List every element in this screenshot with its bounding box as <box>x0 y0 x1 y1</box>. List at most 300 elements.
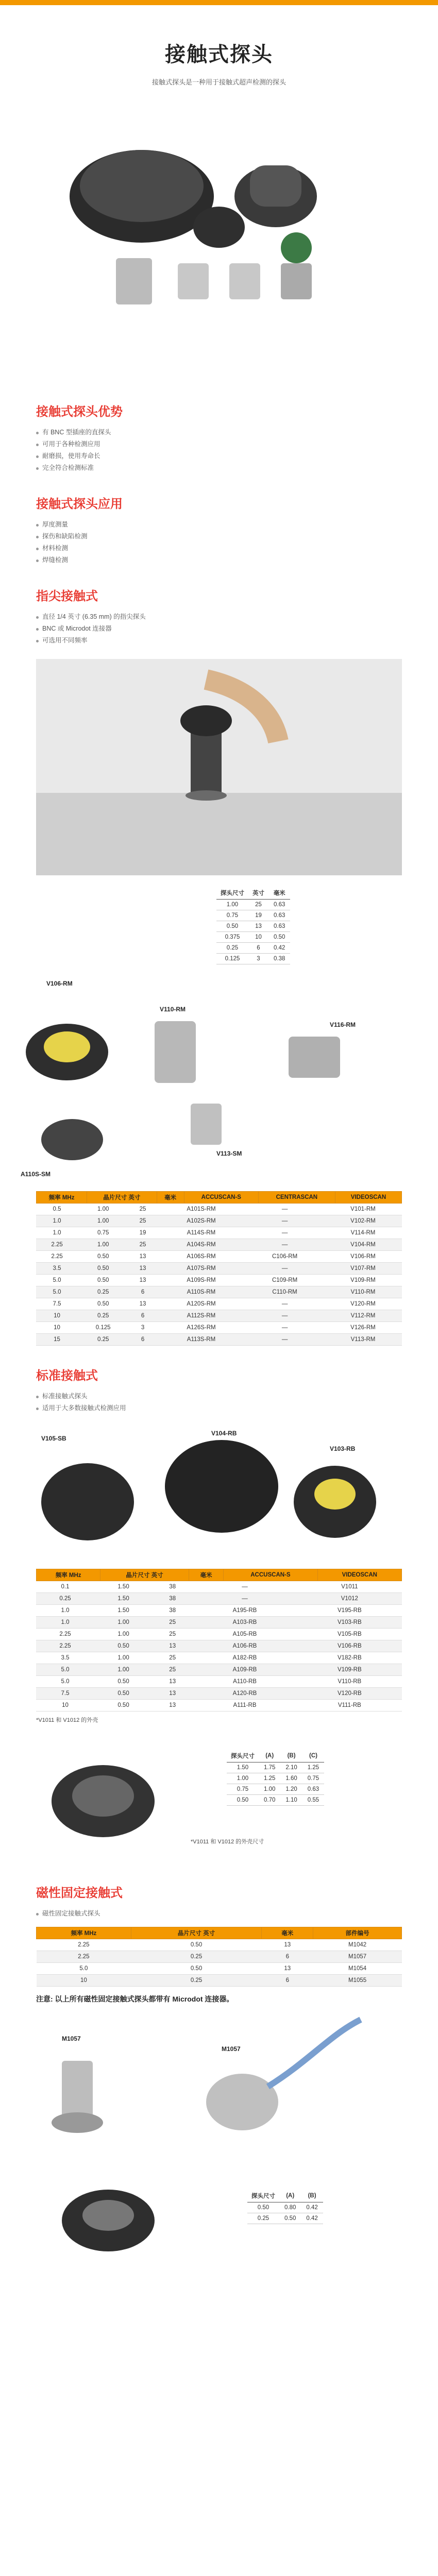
dims-note: *V1011 和 V1012 的外壳尺寸 <box>191 1839 264 1845</box>
table-cell: 1.00 <box>78 1204 128 1215</box>
table-cell: 0.42 <box>301 2202 323 2213</box>
table-row <box>36 1652 402 1664</box>
table-cell: 0.75 <box>227 1784 259 1795</box>
product-label: V106-RM <box>46 980 73 987</box>
table-row <box>216 932 290 943</box>
table-cell: 10 <box>248 932 268 943</box>
table-cell: 25 <box>153 1617 192 1629</box>
fingertip-spec-table <box>36 1191 402 1204</box>
product-label: V103-RB <box>330 1445 356 1452</box>
table-cell: 0.50 <box>227 1795 259 1806</box>
table-cell: A182-RB <box>192 1652 297 1664</box>
advantages-title: 接触式探头优势 <box>36 405 123 419</box>
table-header: (B) <box>301 2190 323 2202</box>
table-cell: 0.75 <box>302 1773 324 1784</box>
table-cell: 2.25 <box>36 1239 78 1251</box>
table-cell: 3 <box>248 954 268 964</box>
table-cell: 1.50 <box>94 1593 153 1605</box>
table-row <box>36 1322 402 1334</box>
hand-probe-photo <box>36 659 402 875</box>
table-row <box>247 2202 323 2213</box>
table-cell: M1042 <box>313 1939 402 1951</box>
table-cell: 13 <box>262 1939 313 1951</box>
table-cell: V109-RM <box>324 1275 402 1286</box>
table-cell: 25 <box>153 1629 192 1640</box>
table-cell: 13 <box>153 1676 192 1688</box>
standard-title: 标准接触式 <box>36 1369 98 1383</box>
product-label: V113-SM <box>216 1150 242 1157</box>
table-cell: 0.75 <box>78 1227 128 1239</box>
table-cell: 0.50 <box>78 1275 128 1286</box>
table-cell: — <box>245 1298 324 1310</box>
table-cell: 0.70 <box>259 1795 280 1806</box>
table-cell: 1.0 <box>36 1215 78 1227</box>
table-cell: 6 <box>128 1310 157 1322</box>
table-header: (C) <box>302 1750 324 1762</box>
table-cell: — <box>245 1215 324 1227</box>
table-row <box>37 1963 402 1975</box>
table-header: 毫米 <box>157 1192 184 1204</box>
table-row <box>37 1975 402 1987</box>
table-header: 频率 MHz <box>37 1927 131 1939</box>
fingertip-title: 指尖接触式 <box>36 589 98 603</box>
table-cell: 0.80 <box>279 2202 301 2213</box>
table-cell: 15 <box>36 1334 78 1346</box>
table-cell: 38 <box>153 1593 192 1605</box>
table-cell: V101-RM <box>324 1204 402 1215</box>
table-cell: 25 <box>128 1239 157 1251</box>
bullet-item: 可用于各种检测应用 <box>36 438 402 450</box>
table-cell: A112S-RM <box>157 1310 245 1322</box>
table-cell: 0.42 <box>301 2213 323 2224</box>
table-header: 晶片尺寸 英寸 <box>87 1192 157 1204</box>
table-cell: 0.25 <box>78 1286 128 1298</box>
magnetic-section <box>0 1883 438 1920</box>
table-row <box>36 1593 402 1605</box>
table-cell: 6 <box>262 1975 313 1987</box>
table-cell: A114S-RM <box>157 1227 245 1239</box>
table-row <box>36 1688 402 1700</box>
table-header: 晶片尺寸 英寸 <box>131 1927 262 1939</box>
table-header: (A) <box>259 1750 280 1762</box>
table-cell: A107S-RM <box>157 1263 245 1275</box>
table-cell: 0.42 <box>268 943 290 954</box>
table-cell: 1.10 <box>280 1795 302 1806</box>
table-cell: 0.5 <box>36 1204 78 1215</box>
table-header: 频率 MHz <box>37 1569 100 1581</box>
table-row <box>36 1251 402 1263</box>
table-row <box>36 1286 402 1298</box>
table-cell: 1.50 <box>94 1605 153 1617</box>
table-cell: 10 <box>36 1700 94 1711</box>
table-row <box>36 1664 402 1676</box>
table-cell: 2.25 <box>37 1951 131 1963</box>
table-row <box>216 900 290 910</box>
table-cell: 0.50 <box>131 1939 262 1951</box>
table-cell: A110S-RM <box>157 1286 245 1298</box>
table-cell: 1.00 <box>78 1239 128 1251</box>
table-cell: 0.25 <box>216 943 248 954</box>
standard-products <box>0 1425 438 1569</box>
dims-block <box>0 1739 438 1863</box>
table-cell: A109-RB <box>192 1664 297 1676</box>
table-cell: 13 <box>128 1275 157 1286</box>
table-cell: C109-RM <box>245 1275 324 1286</box>
bullet-item: 直径 1/4 英寸 (6.35 mm) 的指尖探头 <box>36 611 402 623</box>
table-cell: 13 <box>153 1640 192 1652</box>
table-cell: 1.00 <box>94 1652 153 1664</box>
magnetic-products <box>0 2014 438 2169</box>
table-cell: M1054 <box>313 1963 402 1975</box>
table-cell: 0.63 <box>268 910 290 921</box>
table-cell: 5.0 <box>36 1286 78 1298</box>
standard-section <box>0 1365 438 1414</box>
table-cell: A105-RB <box>192 1629 297 1640</box>
bullet-item: 适用于大多数接触式检测应用 <box>36 1402 402 1414</box>
table-cell: 0.50 <box>216 921 248 932</box>
table-cell: 1.00 <box>78 1215 128 1227</box>
table-cell: 13 <box>128 1298 157 1310</box>
table-cell: — <box>245 1204 324 1215</box>
product-label: V116-RM <box>330 1021 356 1028</box>
table-cell: 7.5 <box>36 1298 78 1310</box>
table-cell: V120-RM <box>324 1298 402 1310</box>
table-cell: 3.5 <box>36 1263 78 1275</box>
table-cell: 0.25 <box>36 1593 94 1605</box>
table-cell: 13 <box>248 921 268 932</box>
table-cell: 1.50 <box>227 1762 259 1773</box>
table-header: (A) <box>279 2190 301 2202</box>
bullet-item: 完全符合检测标准 <box>36 462 402 474</box>
intro-text: 接触式探头是一种用于接触式超声检测的探头 <box>151 78 286 86</box>
table-header: 探头尺寸 <box>247 2190 279 2202</box>
table-cell: — <box>245 1239 324 1251</box>
table-cell: 25 <box>128 1215 157 1227</box>
fingertip-products <box>0 975 438 1191</box>
table-row <box>247 2213 323 2224</box>
table-cell: 1.00 <box>216 900 248 910</box>
table-row <box>37 1951 402 1963</box>
table-cell: 3.5 <box>36 1652 94 1664</box>
table-cell: V112-RM <box>324 1310 402 1322</box>
advantages-section <box>0 401 438 474</box>
dims-table <box>227 1750 324 1806</box>
table-cell: V105-RB <box>297 1629 402 1640</box>
table-cell: 38 <box>153 1605 192 1617</box>
top-accent-bar <box>0 0 438 5</box>
table-cell: V182-RB <box>297 1652 402 1664</box>
table-cell: 0.25 <box>131 1975 262 1987</box>
table-cell: 38 <box>153 1581 192 1593</box>
table-cell: A106S-RM <box>157 1251 245 1263</box>
magnetic-table <box>36 1927 402 1987</box>
table-cell: 25 <box>128 1204 157 1215</box>
table-cell: A109S-RM <box>157 1275 245 1286</box>
table-cell: V126-RM <box>324 1322 402 1334</box>
table-row <box>216 921 290 932</box>
table-header: 频率 MHz <box>37 1192 87 1204</box>
table-cell: A101S-RM <box>157 1204 245 1215</box>
table-row <box>36 1640 402 1652</box>
table-cell: — <box>245 1334 324 1346</box>
table-header: VIDEOSCAN <box>335 1192 401 1204</box>
table-cell: A106-RB <box>192 1640 297 1652</box>
table-cell: 1.0 <box>36 1605 94 1617</box>
product-label: M1057 <box>222 2045 241 2053</box>
table-cell: 0.75 <box>216 910 248 921</box>
table-cell: 10 <box>37 1975 131 1987</box>
table-cell: V1011 <box>297 1581 402 1593</box>
table-cell: M1057 <box>313 1951 402 1963</box>
standard-spec-table <box>36 1569 402 1581</box>
table-cell: — <box>245 1227 324 1239</box>
table-cell: V106-RM <box>324 1251 402 1263</box>
table-cell: — <box>245 1322 324 1334</box>
magnetic-footer-note: 注意: 以上所有磁性固定接触式探头都带有 Microdot 连接器。 <box>36 1995 234 2003</box>
table-cell: 25 <box>153 1664 192 1676</box>
table-row <box>36 1334 402 1346</box>
table-row <box>36 1617 402 1629</box>
table-cell: V1012 <box>297 1593 402 1605</box>
table-cell: 1.00 <box>94 1629 153 1640</box>
table-header: (B) <box>280 1750 302 1762</box>
product-label: M1057 <box>62 2035 81 2042</box>
product-label: V104-RB <box>211 1430 237 1437</box>
table-row <box>36 1581 402 1593</box>
table-row <box>36 1275 402 1286</box>
table-cell: A110-RB <box>192 1676 297 1688</box>
table-row <box>36 1227 402 1239</box>
table-cell: 5.0 <box>37 1963 131 1975</box>
table-cell: V195-RB <box>297 1605 402 1617</box>
table-row <box>227 1773 324 1784</box>
table-cell: 0.63 <box>268 921 290 932</box>
table-header: 毫米 <box>262 1927 313 1939</box>
contact-size-table <box>216 887 290 964</box>
table-cell: 0.50 <box>78 1298 128 1310</box>
table-cell: 13 <box>128 1251 157 1263</box>
table-row <box>36 1204 402 1215</box>
bullet-item: 材料检测 <box>36 543 402 554</box>
table-header: 毫米 <box>189 1569 224 1581</box>
table-cell: 0.25 <box>78 1310 128 1322</box>
table-cell: 5.0 <box>36 1676 94 1688</box>
table-cell: 6 <box>128 1286 157 1298</box>
table-row <box>227 1795 324 1806</box>
table-cell: A104S-RM <box>157 1239 245 1251</box>
table-cell: V109-RB <box>297 1664 402 1676</box>
magnetic-size-block <box>0 2169 438 2282</box>
table-cell: V103-RB <box>297 1617 402 1629</box>
table-cell: 13 <box>153 1700 192 1711</box>
standard-note: *V1011 和 V1012 的外壳 <box>36 1717 98 1723</box>
table-cell: A113S-RM <box>157 1334 245 1346</box>
table-cell: 2.25 <box>36 1640 94 1652</box>
bullet-item: 有 BNC 型插座的直探头 <box>36 427 402 438</box>
table-cell: M1055 <box>313 1975 402 1987</box>
table-cell: 10 <box>36 1310 78 1322</box>
table-cell: 0.63 <box>268 900 290 910</box>
table-cell: 6 <box>248 943 268 954</box>
table-row <box>36 1298 402 1310</box>
table-cell: V113-RM <box>324 1334 402 1346</box>
table-cell: 0.375 <box>216 932 248 943</box>
table-cell: 1.50 <box>94 1581 153 1593</box>
bullet-item: BNC 或 Microdot 连接器 <box>36 623 402 635</box>
table-row <box>216 910 290 921</box>
table-cell: A120-RB <box>192 1688 297 1700</box>
table-cell: A103-RB <box>192 1617 297 1629</box>
table-row <box>36 1215 402 1227</box>
table-cell: 0.50 <box>78 1263 128 1275</box>
table-cell: 0.50 <box>94 1688 153 1700</box>
table-cell: A111-RB <box>192 1700 297 1711</box>
table-cell: V107-RM <box>324 1263 402 1275</box>
table-cell: 5.0 <box>36 1275 78 1286</box>
table-cell: V114-RM <box>324 1227 402 1239</box>
table-cell: 0.125 <box>216 954 248 964</box>
table-cell: A195-RB <box>192 1605 297 1617</box>
table-cell: 0.25 <box>131 1951 262 1963</box>
table-cell: 25 <box>153 1652 192 1664</box>
table-cell: 13 <box>128 1263 157 1275</box>
table-cell: 0.50 <box>94 1676 153 1688</box>
fingertip-spec-rows <box>36 1204 402 1346</box>
table-cell: 1.00 <box>259 1784 280 1795</box>
table-cell: — <box>245 1263 324 1275</box>
table-cell: 0.55 <box>302 1795 324 1806</box>
table-header: CENTRASCAN <box>258 1192 335 1204</box>
table-cell: 0.50 <box>94 1700 153 1711</box>
table-cell: V104-RM <box>324 1239 402 1251</box>
table-cell: 1.0 <box>36 1617 94 1629</box>
table-cell: 0.1 <box>36 1581 94 1593</box>
table-cell: — <box>245 1310 324 1322</box>
product-label: V105-SB <box>41 1435 66 1442</box>
table-cell: V110-RM <box>324 1286 402 1298</box>
product-label: A110S-SM <box>21 1171 51 1178</box>
table-cell: 0.50 <box>279 2213 301 2224</box>
bullet-item: 焊缝检测 <box>36 554 402 566</box>
table-cell: 1.0 <box>36 1227 78 1239</box>
hero-product-image <box>0 93 438 382</box>
table-cell: V110-RB <box>297 1676 402 1688</box>
table-cell: 0.50 <box>78 1251 128 1263</box>
table-cell: C106-RM <box>245 1251 324 1263</box>
table-header: ACCUSCAN-S <box>224 1569 317 1581</box>
table-cell: 6 <box>262 1951 313 1963</box>
table-cell: 1.75 <box>259 1762 280 1773</box>
table-row <box>36 1700 402 1711</box>
table-row <box>36 1263 402 1275</box>
table-row <box>36 1239 402 1251</box>
table-header: VIDEOSCAN <box>317 1569 401 1581</box>
table-cell: 1.00 <box>94 1617 153 1629</box>
table-header: 英寸 <box>248 887 268 900</box>
table-cell: 19 <box>128 1227 157 1239</box>
table-cell: — <box>192 1593 297 1605</box>
table-cell: 0.25 <box>247 2213 279 2224</box>
applications-title: 接触式探头应用 <box>36 497 123 511</box>
table-cell: 13 <box>262 1963 313 1975</box>
table-header: 部件编号 <box>313 1927 402 1939</box>
table-cell: 1.25 <box>302 1762 324 1773</box>
table-cell: C110-RM <box>245 1286 324 1298</box>
table-cell: — <box>192 1581 297 1593</box>
table-cell: 0.25 <box>78 1334 128 1346</box>
table-row <box>37 1939 402 1951</box>
table-row <box>36 1310 402 1322</box>
table-cell: 0.50 <box>268 932 290 943</box>
table-cell: 1.20 <box>280 1784 302 1795</box>
table-row <box>36 1629 402 1640</box>
table-cell: 2.25 <box>37 1939 131 1951</box>
table-cell: A120S-RM <box>157 1298 245 1310</box>
page-title: 接触式探头 <box>165 43 273 66</box>
table-cell: 10 <box>36 1322 78 1334</box>
table-cell: 13 <box>153 1688 192 1700</box>
table-cell: 0.38 <box>268 954 290 964</box>
table-cell: 19 <box>248 910 268 921</box>
table-cell: 0.50 <box>94 1640 153 1652</box>
table-row <box>36 1676 402 1688</box>
table-cell: 1.60 <box>280 1773 302 1784</box>
applications-section <box>0 494 438 566</box>
standard-spec-rows <box>36 1581 402 1711</box>
bullet-item: 探伤和缺陷检测 <box>36 531 402 543</box>
table-cell: 1.00 <box>94 1664 153 1676</box>
bullet-item: 标准接触式探头 <box>36 1391 402 1402</box>
table-cell: 2.25 <box>36 1629 94 1640</box>
table-header: 探头尺寸 <box>227 1750 259 1762</box>
table-header: 晶片尺寸 英寸 <box>100 1569 189 1581</box>
table-cell: V120-RB <box>297 1688 402 1700</box>
bullet-item: 厚度测量 <box>36 519 402 531</box>
table-row <box>216 943 290 954</box>
table-cell: 1.00 <box>227 1773 259 1784</box>
bullet-item: 磁性固定接触式探头 <box>36 1908 402 1920</box>
table-cell: 25 <box>248 900 268 910</box>
table-cell: A102S-RM <box>157 1215 245 1227</box>
table-cell: 0.50 <box>247 2202 279 2213</box>
product-label: V110-RM <box>160 1006 186 1013</box>
table-cell: V102-RM <box>324 1215 402 1227</box>
table-cell: V106-RB <box>297 1640 402 1652</box>
table-cell: 5.0 <box>36 1664 94 1676</box>
table-cell: V111-RB <box>297 1700 402 1711</box>
table-cell: 1.25 <box>259 1773 280 1784</box>
table-cell: 0.125 <box>78 1322 128 1334</box>
table-row <box>227 1784 324 1795</box>
bullet-item: 可选用不同频率 <box>36 635 402 647</box>
table-cell: 7.5 <box>36 1688 94 1700</box>
table-row <box>216 954 290 964</box>
bullet-item: 耐磨损，使用寿命长 <box>36 450 402 462</box>
table-cell: 2.25 <box>36 1251 78 1263</box>
table-cell: 3 <box>128 1322 157 1334</box>
table-cell: 0.50 <box>131 1963 262 1975</box>
table-row <box>227 1762 324 1773</box>
table-row <box>36 1605 402 1617</box>
magnetic-title: 磁性固定接触式 <box>36 1886 123 1900</box>
table-header: 探头尺寸 <box>216 887 248 900</box>
table-cell: 2.10 <box>280 1762 302 1773</box>
table-header: ACCUSCAN-S <box>184 1192 258 1204</box>
fingertip-section <box>0 586 438 647</box>
table-cell: A126S-RM <box>157 1322 245 1334</box>
table-header: 毫米 <box>268 887 290 900</box>
magnetic-size-table <box>247 2190 323 2224</box>
